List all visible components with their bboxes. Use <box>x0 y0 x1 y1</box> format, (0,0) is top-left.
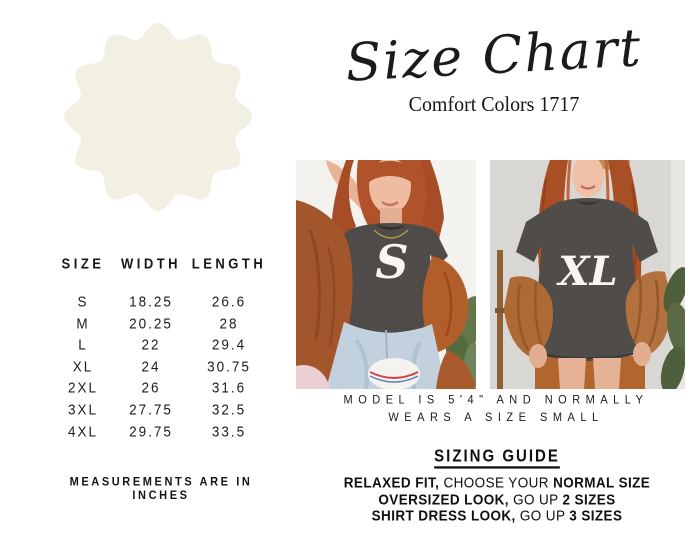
table-cell: 4XL <box>67 422 99 440</box>
flower-badge-path <box>64 23 252 211</box>
table-cell: XL <box>72 357 94 375</box>
table-row <box>50 399 272 421</box>
table-row <box>50 377 272 399</box>
table-row <box>50 334 272 356</box>
table-row <box>50 356 272 378</box>
table-cell: 18.25 <box>129 293 173 310</box>
model-xl-illustration <box>490 160 685 389</box>
table-cell: 29.4 <box>211 336 247 354</box>
model-s-illustration <box>296 160 476 389</box>
table-cell: 26 <box>141 379 161 397</box>
table-cell: 3XL <box>67 401 99 418</box>
measurements-note: MEASUREMENTS ARE IN INCHES <box>69 475 253 503</box>
table-cell: L <box>78 336 88 354</box>
flower-badge <box>62 21 254 213</box>
col-header-length: LENGTH <box>191 254 267 273</box>
photo-model-size-xl <box>490 160 685 389</box>
table-row <box>50 313 272 335</box>
size-table-header <box>50 256 272 271</box>
model-note-line2: WEARS A SIZE SMALL <box>388 410 604 424</box>
size-table-body <box>50 291 272 442</box>
table-cell: 32.5 <box>211 401 247 418</box>
table-cell: 30.75 <box>207 357 251 375</box>
sizing-guide <box>300 448 694 525</box>
sizing-guide-line: OVERSIZED LOOK, GO UP 2 SIZES <box>378 490 616 508</box>
table-cell: M <box>76 314 90 332</box>
table-cell: 22 <box>141 336 161 354</box>
sizing-guide-title: SIZING GUIDE <box>434 446 560 467</box>
col-header-width: WIDTH <box>120 254 182 273</box>
table-cell: 20.25 <box>129 314 173 332</box>
photo-model-size-s <box>296 160 476 389</box>
sizing-guide-line: SHIRT DRESS LOOK, GO UP 3 SIZES <box>371 507 623 524</box>
table-row <box>50 421 272 443</box>
table-cell: 33.5 <box>211 422 247 440</box>
table-cell: 24 <box>141 357 161 375</box>
table-row <box>50 291 272 313</box>
table-cell: 26.6 <box>211 293 247 310</box>
size-table <box>50 256 272 442</box>
shirt-size-letter-s: S <box>375 235 409 289</box>
page-title: Size Chart <box>344 18 644 94</box>
table-cell: 27.75 <box>129 401 173 418</box>
table-cell: 28 <box>219 314 239 332</box>
sizing-guide-lines <box>300 475 694 525</box>
table-cell: 29.75 <box>129 422 173 440</box>
table-cell: 2XL <box>67 379 99 397</box>
header <box>290 18 698 117</box>
model-note-line1: MODEL IS 5'4" AND NORMALLY <box>343 393 649 407</box>
table-cell: S <box>77 293 89 310</box>
shirt-size-letter-xl: XL <box>558 248 618 295</box>
page-subtitle: Comfort Colors 1717 <box>408 92 580 116</box>
table-cell: 31.6 <box>211 379 247 397</box>
col-header-size: SIZE <box>61 254 105 273</box>
model-note <box>300 393 692 426</box>
sizing-guide-line: RELAXED FIT, CHOOSE YOUR NORMAL SIZE <box>343 474 651 491</box>
